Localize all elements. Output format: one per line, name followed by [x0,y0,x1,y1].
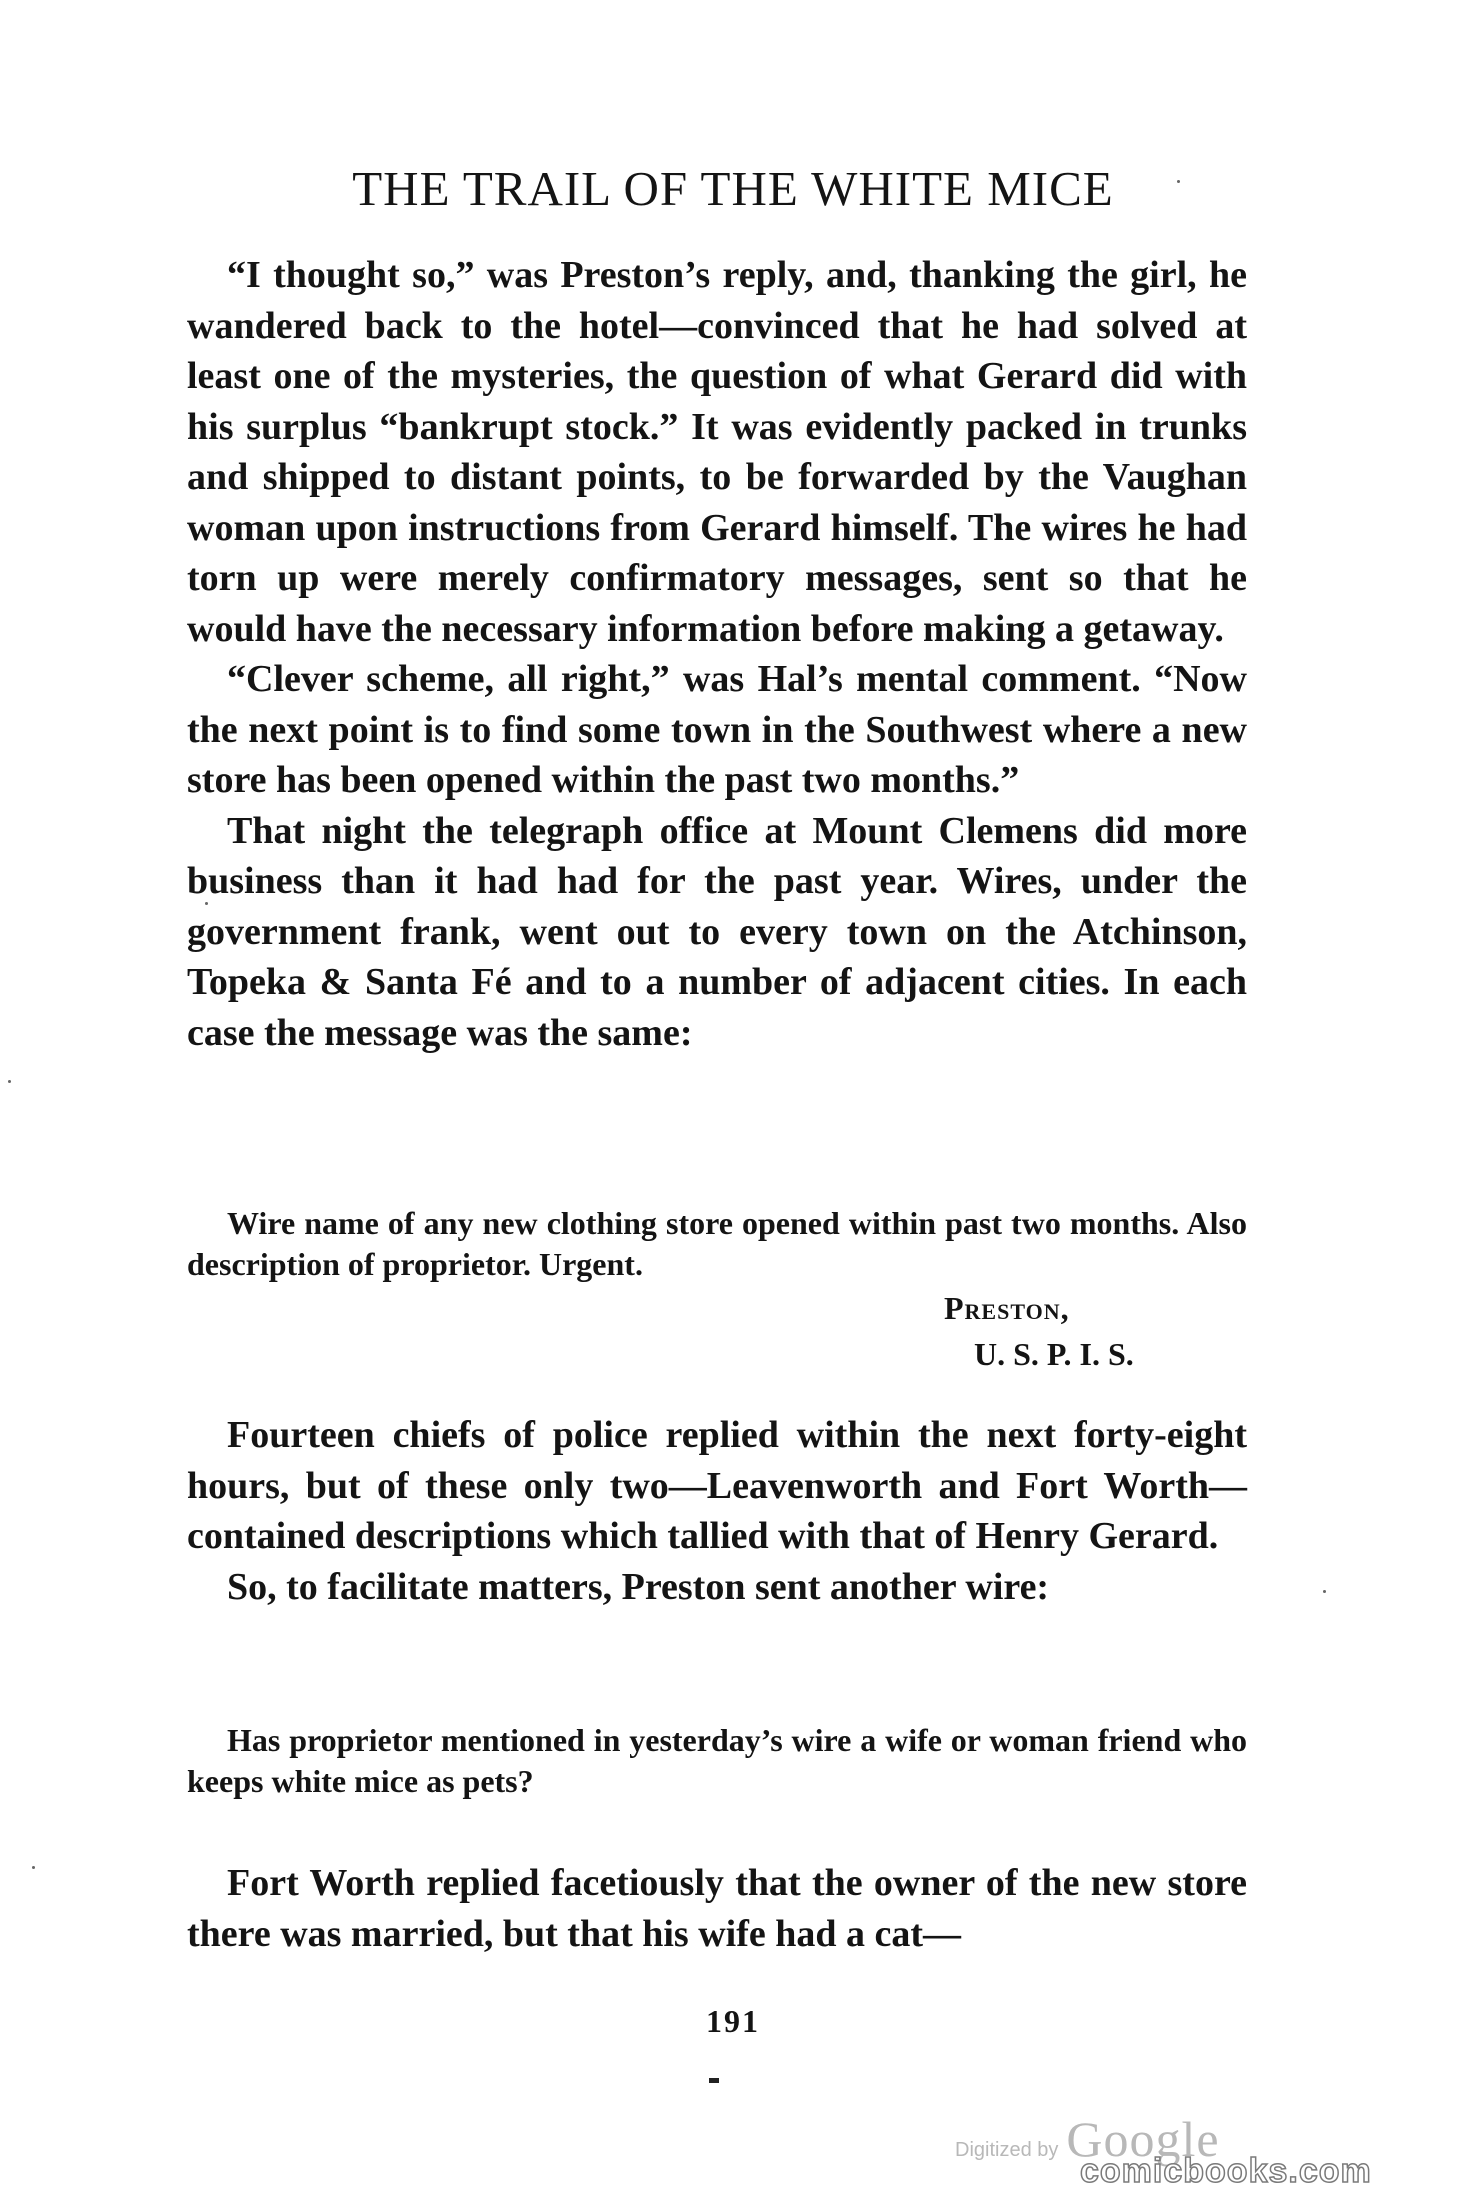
paragraph: “I thought so,” was Preston’s reply, and, thanking the girl, he wandered back to the hotel—convinced that he had solved at least one of the mysteries, the question of what Gerard did with his surplus “bankrupt stock.” It was evidently packed in trunks and shipped to distant points, to be forwarded by the Vaughan woman upon instructions from Gerard himself. The wires he had torn up were merely confirmatory messages, sent so that he would have the necessary information before making a getaway. [187,254,1247,650]
telegram-message-1 [187,1203,1247,1285]
telegram-text: Has proprietor mentioned in yesterday’s wire a wife or woman friend who keeps white mice as pets? [187,1722,1247,1799]
google-logo-text: Google [1066,2111,1220,2167]
paragraph: So, to facilitate matters, Preston sent another wire: [227,1565,1050,1608]
scan-speck [8,1080,11,1083]
text-block-3 [187,1858,1247,1959]
print-mark [709,2078,719,2083]
scan-speck [32,1866,35,1869]
scan-speck [1177,180,1180,183]
paragraph: Fourteen chiefs of police replied within the next forty-eight hours, but of these only two—Leavenworth and Fort Worth—contained descriptions which tallied with that of Henry Gerard. [187,1414,1247,1557]
page-number: 191 [706,2003,760,2039]
scan-speck [205,902,208,905]
telegram-text: Wire name of any new clothing store opened within past two months. Also description of proprietor. Urgent. [187,1205,1247,1282]
telegram-signature [944,1285,1134,1377]
telegram-message-2 [187,1720,1247,1802]
paragraph: That night the telegraph office at Mount Clemens did more business than it had had for the past year. Wires, under the government frank, went out to every town on the Atchinson, Topeka & Santa Fé and to a number of adjacent cities. In each case the message was the same: [187,809,1247,1054]
running-head: THE TRAIL OF THE WHITE MICE [352,161,1114,216]
digitized-prefix: Digitized by [955,2139,1059,2161]
signature-org: U. S. P. I. S. [974,1336,1134,1372]
signature-name: Preston, [944,1290,1070,1326]
site-watermark: comicbooks.com [1080,2152,1372,2190]
scan-speck [1323,1590,1326,1593]
text-block-1 [187,250,1247,1058]
paragraph: “Clever scheme, all right,” was Hal’s mental comment. “Now the next point is to find some town in the Southwest where a new store has been opened within the past two months.” [187,658,1247,801]
text-block-2 [187,1410,1247,1612]
paragraph: Fort Worth replied facetiously that the owner of the new store there was married, but that his wife had a cat— [187,1862,1247,1955]
